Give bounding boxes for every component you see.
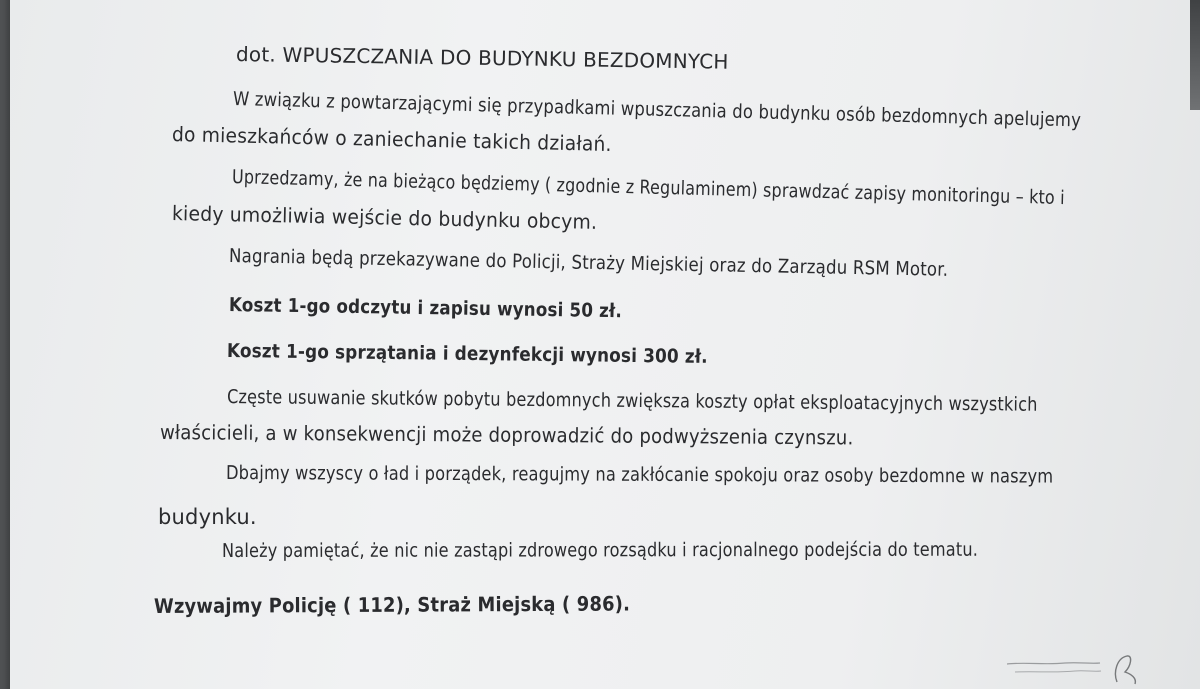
cost-reading-line: Koszt 1-go odczytu i zapisu wynosi 50 zł. <box>228 294 623 323</box>
emergency-numbers-line: Wzywajmy Policję ( 112), Straż Miejską ( 986). <box>153 591 631 618</box>
paragraph-3-line-1: Nagrania będą przekazywane do Policji, Straży Miejskiej oraz do Zarządu RSM Motor. <box>228 245 949 281</box>
notice-title: dot. WPUSZCZANIA DO BUDYNKU BEZDOMNYCH <box>235 42 729 74</box>
paragraph-8-line-1: Należy pamiętać, że nic nie zastąpi zdrowego rozsądku i racjonalnego podejścia do tematu. <box>221 538 979 562</box>
paragraph-6-line-2: właścicieli, a w konsekwencji może doprowadzić do podwyższenia czynszu. <box>159 420 854 450</box>
handwritten-mark <box>1005 652 1155 686</box>
paragraph-7-line-1: Dbajmy wszyscy o ład i porządek, reagujmy na zakłócanie spokoju oraz osoby bezdomne w naszym <box>225 462 1054 488</box>
paragraph-2-line-1: Uprzedzamy, że na bieżąco będziemy ( zgodnie z Regulaminem) sprawdzać zapisy monitoringu – kto i <box>231 166 1066 210</box>
cost-cleaning-line: Koszt 1-go sprzątania i dezynfekcji wynosi 300 zł. <box>226 340 708 368</box>
paragraph-2-line-2: kiedy umożliwia wejście do budynku obcym. <box>171 201 598 234</box>
paragraph-1-line-1: W związku z powtarzającymi się przypadkami wpuszczania do budynku osób bezdomnych apelujemy <box>232 88 1082 132</box>
paragraph-7-line-2: budynku. <box>158 505 257 529</box>
paragraph-6-line-1: Częste usuwanie skutków pobytu bezdomnych zwiększa koszty opłat eksploatacyjnych wszystkich <box>226 386 1038 416</box>
paragraph-1-line-2: do mieszkańców o zaniechanie takich działań. <box>171 122 613 156</box>
